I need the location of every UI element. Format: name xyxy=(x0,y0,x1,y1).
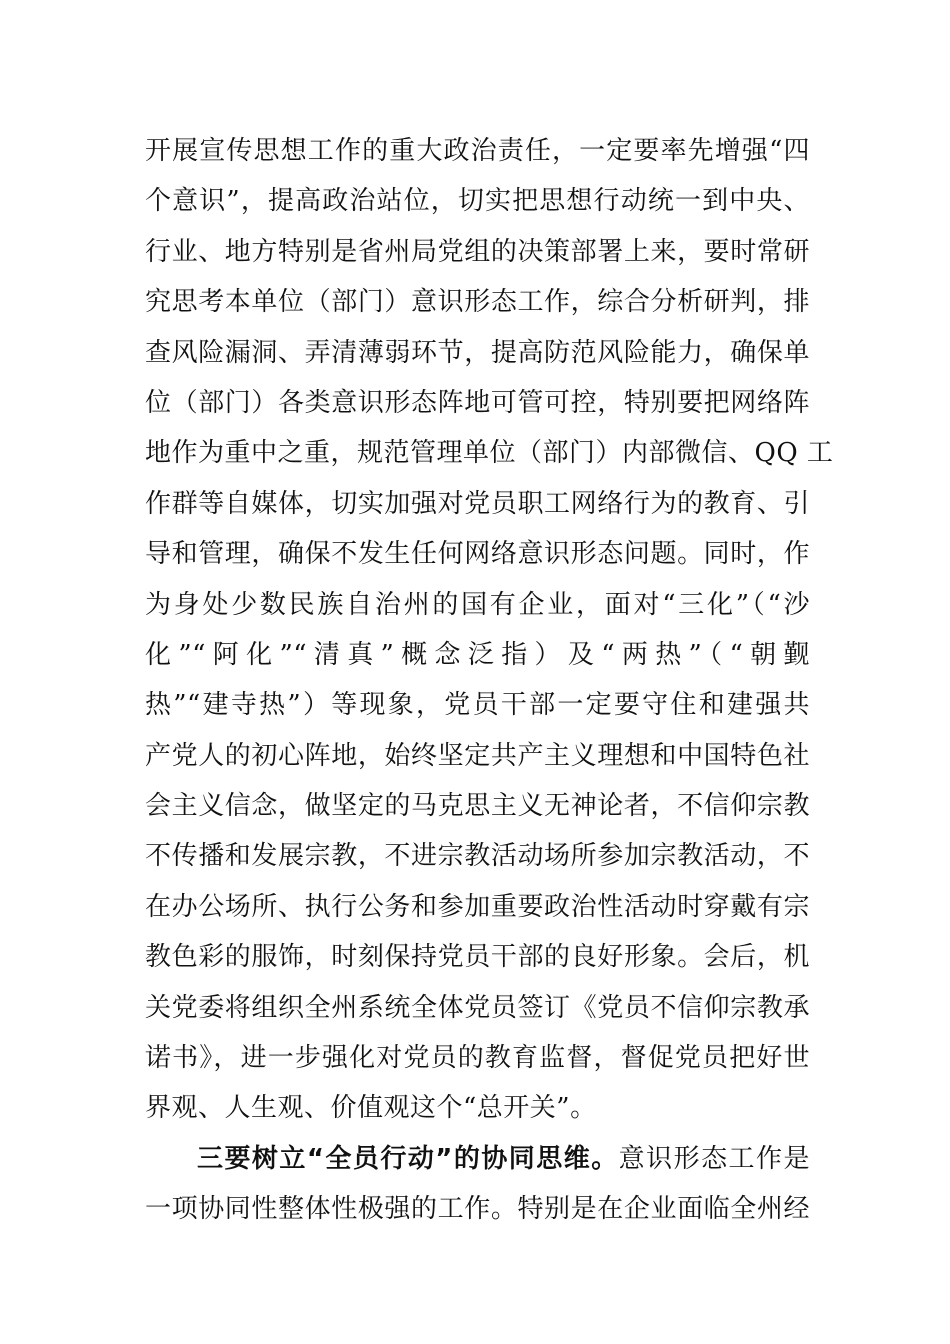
text-line: 究思考本单位（部门）意识形态工作，综合分析研判，排 xyxy=(145,287,810,318)
body-text xyxy=(145,126,834,1235)
section-heading-line xyxy=(145,1134,810,1184)
text-line: 化”“阿化”“清真”概念泛指）及“两热”（“朝觐 xyxy=(145,639,810,670)
text-line: 为身处少数民族自治州的国有企业，面对“三化”（“沙 xyxy=(145,589,810,620)
text-line: 诺书》，进一步强化对党员的教育监督，督促党员把好世 xyxy=(145,1043,810,1074)
text-line: 个意识”，提高政治站位，切实把思想行动统一到中央、 xyxy=(145,186,810,217)
text-line: 导和管理，确保不发生任何网络意识形态问题。同时，作 xyxy=(145,539,810,570)
section-heading: 三要树立“全员行动”的协同思维。 xyxy=(197,1143,619,1174)
text-line: 会主义信念，做坚定的马克思主义无神论者，不信仰宗教 xyxy=(145,791,810,822)
text-line: 教色彩的服饰，时刻保持党员干部的良好形象。会后，机 xyxy=(145,942,810,973)
section-heading-rest: 意识形态工作是 xyxy=(618,1143,810,1174)
text-line: 界观、人生观、价值观这个“总开关”。 xyxy=(145,1093,597,1124)
text-line: 关党委将组织全州系统全体党员签订《党员不信仰宗教承 xyxy=(145,992,810,1023)
text-line: 一项协同性整体性极强的工作。特别是在企业面临全州经 xyxy=(145,1194,810,1225)
text-line: 查风险漏洞、弄清薄弱环节，提高防范风险能力，确保单 xyxy=(145,337,810,368)
text-line: 热”“建寺热”）等现象，党员干部一定要守住和建强共 xyxy=(145,690,810,721)
text-line: 不传播和发展宗教，不进宗教活动场所参加宗教活动，不 xyxy=(145,841,810,872)
text-line: 作群等自媒体，切实加强对党员职工网络行为的教育、引 xyxy=(145,488,810,519)
text-line: 行业、地方特别是省州局党组的决策部署上来，要时常研 xyxy=(145,236,810,267)
text-line: 开展宣传思想工作的重大政治责任，一定要率先增强“四 xyxy=(145,136,810,166)
text-line: 产党人的初心阵地，始终坚定共产主义理想和中国特色社 xyxy=(145,740,810,771)
text-line: 地作为重中之重，规范管理单位（部门）内部微信、QQ 工 xyxy=(145,438,834,469)
text-line: 位（部门）各类意识形态阵地可管可控，特别要把网络阵 xyxy=(145,387,810,418)
text-line: 在办公场所、执行公务和参加重要政治性活动时穿戴有宗 xyxy=(145,891,810,922)
